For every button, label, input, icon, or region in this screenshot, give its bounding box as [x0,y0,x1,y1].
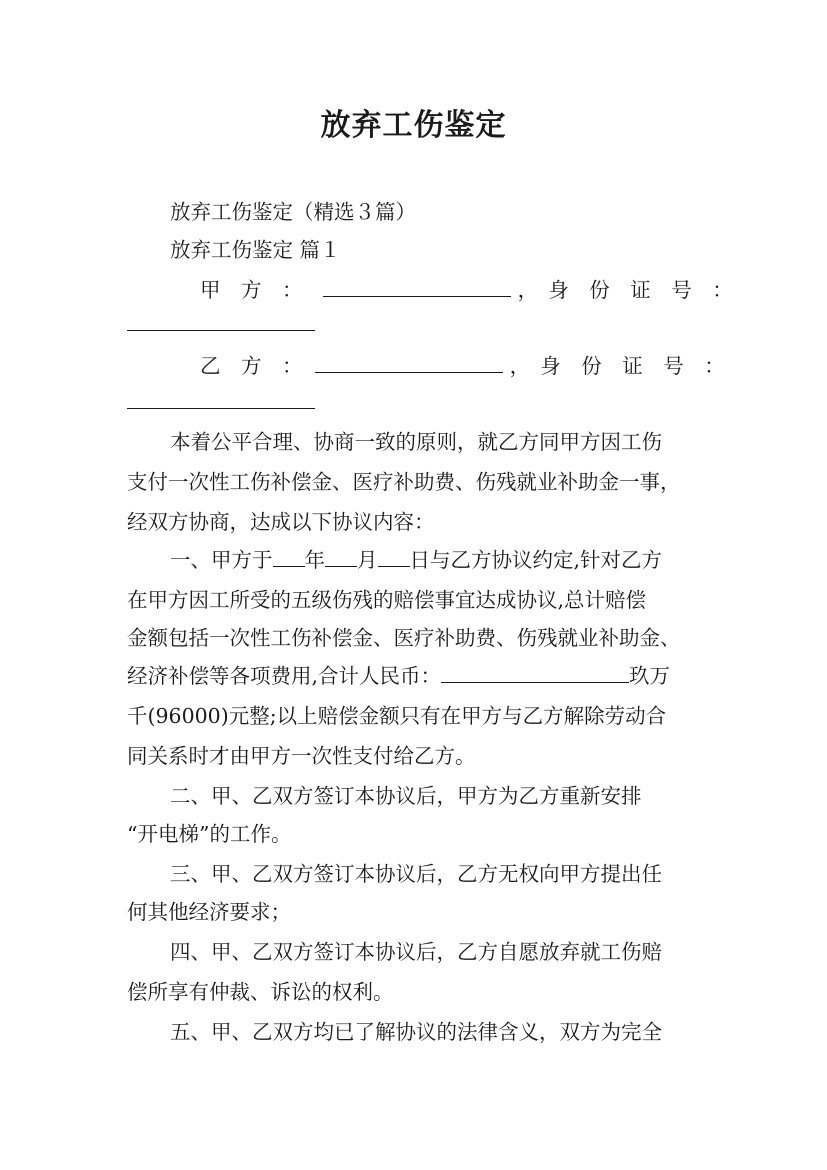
clause2-line-1: 二、甲、乙双方签订本协议后，甲方为乙方重新安排 [170,784,642,808]
amount-blank [441,662,629,683]
amount-suffix: 玖万 [629,664,671,688]
intro-line-2: 支付一次性工伤补偿金、医疗补助费、伤残就业补助金一事， [127,470,681,494]
clause4-line-2: 偿所享有仲裁、诉讼的权利。 [127,980,394,1004]
amount-label: 经济补偿等各项费用,合计人民币： [127,664,442,688]
party-a-id-blank [127,310,315,331]
clause1-line-3: 金额包括一次性工伤补偿金、医疗补助费、伤残就业补助金、 [127,626,681,650]
clause1-prefix: 一、甲方于 [170,548,273,572]
clause4-line-1: 四、甲、乙双方签订本协议后，乙方自愿放弃就工伤赔 [170,940,662,964]
intro-line-1: 本着公平合理、协商一致的原则，就乙方同甲方因工伤 [170,430,662,454]
party-b-id-label: ， 身 份 证 号 ： [509,354,725,378]
party-b-label: 乙 方 ： [200,354,303,378]
month-blank [325,546,357,567]
party-b-id-row [127,386,702,418]
clause1-suffix: 日与乙方协议约定,针对乙方 [409,548,663,572]
year-label: 年 [304,548,325,572]
party-a-id-label: ， 身 份 证 号 ： [517,278,733,302]
clause1-line-4 [127,660,702,692]
party-a-id-row [127,308,702,340]
party-a-row [200,274,733,306]
day-blank [378,546,410,567]
document-title: 放弃工伤鉴定 [320,108,507,143]
party-a-label: 甲 方 ： [200,278,303,302]
section-heading: 放弃工伤鉴定 篇１ [170,238,341,262]
clause1-line-2: 在甲方因工所受的五级伤残的赔偿事宜达成协议,总计赔偿 [127,588,647,612]
clause1-line-6: 同关系时才由甲方一次性支付给乙方。 [127,744,476,768]
party-a-name-blank [323,276,511,297]
party-b-name-blank [315,352,503,373]
clause2-line-2: “开电梯”的工作。 [127,822,292,846]
clause5-line-1: 五、甲、乙双方均已了解协议的法律含义，双方为完全 [170,1020,662,1044]
clause3-line-1: 三、甲、乙双方签订本协议后，乙方无权向甲方提出任 [170,862,662,886]
party-b-row [200,350,725,382]
year-blank [273,546,305,567]
intro-line-3: 经双方协商，达成以下协议内容： [127,510,435,534]
month-label: 月 [357,548,378,572]
clause1-line-1 [170,544,702,576]
clause1-line-5: 千(96000)元整;以上赔偿金额只有在甲方与乙方解除劳动合 [127,704,667,728]
clause3-line-2: 何其他经济要求； [127,900,291,924]
subtitle: 放弃工伤鉴定（精选３篇） [170,200,416,224]
party-b-id-blank [127,388,315,409]
